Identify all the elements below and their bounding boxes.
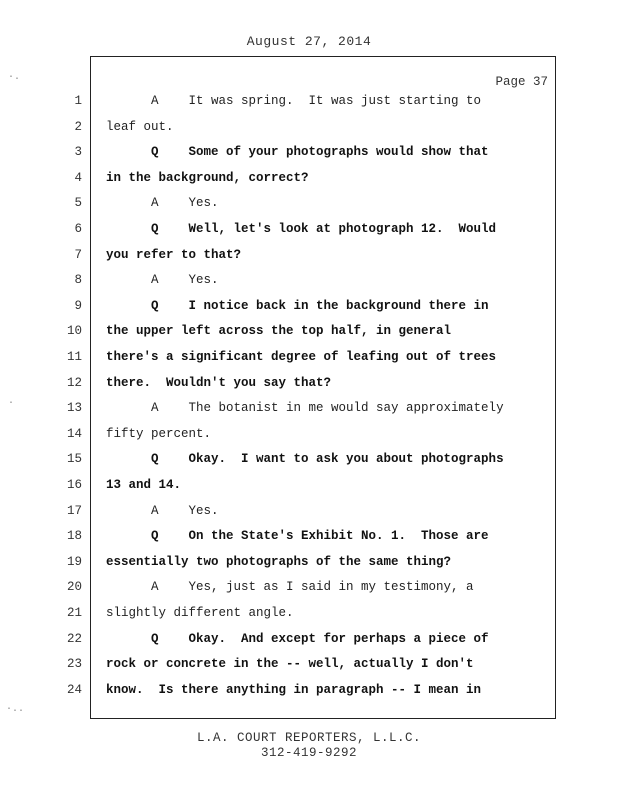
transcript-line: the upper left across the top half, in general <box>106 324 452 338</box>
transcript-line: know. Is there anything in paragraph -- I mean in <box>106 683 482 697</box>
transcript-line: slightly different angle. <box>106 606 294 620</box>
line-number: 10 <box>66 324 82 338</box>
line-number: 1 <box>74 94 82 108</box>
header-date: August 27, 2014 <box>246 34 372 49</box>
transcript-line: A The botanist in me would say approximately <box>106 401 504 415</box>
line-number: 3 <box>74 145 82 159</box>
transcript-line: Q Okay. And except for perhaps a piece of <box>106 632 489 646</box>
transcript-line: there's a significant degree of leafing out of trees <box>106 350 497 364</box>
transcript-line: Q Some of your photographs would show that <box>106 145 489 159</box>
transcript-line: you refer to that? <box>106 248 242 262</box>
transcript-line: Q I notice back in the background there in <box>106 299 489 313</box>
transcript-line: 13 and 14. <box>106 478 182 492</box>
line-number: 8 <box>74 273 82 287</box>
line-number: 19 <box>66 555 82 569</box>
transcript-line: A Yes. <box>106 273 219 287</box>
page-label: Page 37 <box>495 75 548 89</box>
line-number: 13 <box>66 401 82 415</box>
transcript-line: A Yes, just as I said in my testimony, a <box>106 580 474 594</box>
transcript-line: A Yes. <box>106 196 219 210</box>
scan-speck: · <box>8 398 15 409</box>
transcript-line: Q Well, let's look at photograph 12. Would <box>106 222 497 236</box>
line-number: 22 <box>66 632 82 646</box>
transcript-line: rock or concrete in the -- well, actually I don't <box>106 657 474 671</box>
line-number: 6 <box>74 222 82 236</box>
transcript-line: there. Wouldn't you say that? <box>106 376 332 390</box>
transcript-line: A Yes. <box>106 504 219 518</box>
line-number: 14 <box>66 427 82 441</box>
line-number: 23 <box>66 657 82 671</box>
transcript-line: fifty percent. <box>106 427 212 441</box>
line-number: 18 <box>66 529 82 543</box>
transcript-line: leaf out. <box>106 120 174 134</box>
line-number: 21 <box>66 606 82 620</box>
transcript-line: Q Okay. I want to ask you about photographs <box>106 452 504 466</box>
transcript-line: essentially two photographs of the same thing? <box>106 555 452 569</box>
line-number: 16 <box>66 478 82 492</box>
line-number: 17 <box>66 504 82 518</box>
line-number: 7 <box>74 248 82 262</box>
line-number: 15 <box>66 452 82 466</box>
scan-speck: ·.. <box>6 704 25 715</box>
line-number: 2 <box>74 120 82 134</box>
scan-speck: ·. <box>8 72 21 83</box>
line-number: 11 <box>66 350 82 364</box>
transcript-line: in the background, correct? <box>106 171 309 185</box>
line-number: 20 <box>66 580 82 594</box>
line-number: 12 <box>66 376 82 390</box>
footer-phone: 312-419-9292 <box>260 746 357 760</box>
line-number: 5 <box>74 196 82 210</box>
line-number: 9 <box>74 299 82 313</box>
footer-company: L.A. COURT REPORTERS, L.L.C. <box>196 731 422 745</box>
transcript-line: Q On the State's Exhibit No. 1. Those are <box>106 529 489 543</box>
transcript-line: A It was spring. It was just starting to <box>106 94 482 108</box>
line-number: 24 <box>66 683 82 697</box>
line-number: 4 <box>74 171 82 185</box>
